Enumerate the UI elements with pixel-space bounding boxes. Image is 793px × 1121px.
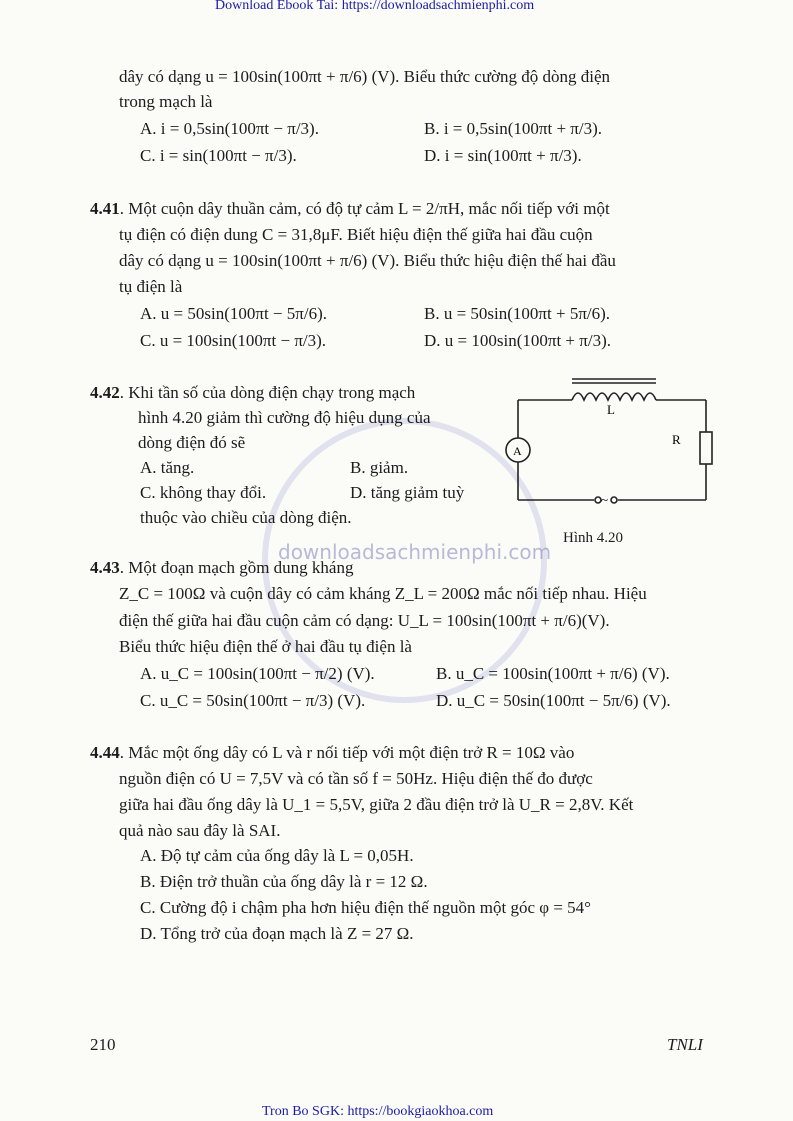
q443-option-c: C. u_C = 50sin(100πt − π/3) (V). [140,691,366,710]
page-number: 210 [90,1035,116,1054]
q441-line1 [90,196,610,222]
q442-text1: . Khi tần số của dòng điện chạy trong mạch [119,383,416,402]
label-R: R [672,432,681,447]
q443-option-b: B. u_C = 100sin(100πt + π/6) (V). [436,664,670,683]
q441-option-d: D. u = 100sin(100πt + π/3). [424,331,611,350]
q441-line2: tụ điện có điện dung C = 31,8μF. Biết hiệu điện thế giữa hai đầu cuộn [119,225,593,244]
q444-line3: giữa hai đầu ống dây là U_1 = 5,5V, giữa 2 đầu điện trở là U_R = 2,8V. Kết [119,795,634,814]
circuit-diagram [500,370,730,515]
watermark-text: downloadsachmienphi.com [278,540,552,564]
label-A: A [513,444,522,458]
label-L: L [607,402,615,417]
q444-number: 4.44 [90,743,120,762]
q443-text1: . Một đoạn mạch gồm dung kháng [119,558,354,577]
q440-line1: dây có dạng u = 100sin(100πt + π/6) (V). Biểu thức cường độ dòng điện [119,67,611,86]
q443-line4: Biểu thức hiệu điện thế ở hai đầu tụ điện là [119,637,412,656]
q440-option-b: B. i = 0,5sin(100πt + π/3). [424,119,603,138]
q442-option-a: A. tăng. [140,458,195,477]
q443-line1 [90,555,353,581]
q440-option-c: C. i = sin(100πt − π/3). [140,146,297,165]
q440-option-a: A. i = 0,5sin(100πt − π/3). [140,119,319,138]
q441-text1: . Một cuộn dây thuần cảm, có độ tự cảm L = 2/πH, mắc nối tiếp với một [119,199,610,218]
q441-option-c: C. u = 100sin(100πt − π/3). [140,331,327,350]
q442-option-d-cont: thuộc vào chiều của dòng điện. [140,508,352,527]
q444-line2: nguồn điện có U = 7,5V và có tần số f = 50Hz. Hiệu điện thế đo được [119,769,593,788]
figure-caption: Hình 4.20 [563,530,623,546]
q443-option-a: A. u_C = 100sin(100πt − π/2) (V). [140,664,375,683]
q440-line2: trong mạch là [119,92,213,111]
footer-link[interactable]: Tron Bo SGK: https://bookgiaokhoa.com [262,1104,494,1119]
header-link[interactable]: Download Ebook Tai: https://downloadsachmienphi.com [215,0,535,13]
q444-option-b: B. Điện trở thuần của ống dây là r = 12 Ω. [140,872,428,891]
q442-line3: dòng điện đó sẽ [138,433,246,452]
page-code: TNLI [667,1035,703,1054]
label-source: ~ [601,492,609,507]
resistor [700,432,712,464]
q441-option-a: A. u = 50sin(100πt − 5π/6). [140,304,327,323]
q440-option-d: D. i = sin(100πt + π/3). [424,146,582,165]
q443-number: 4.43 [90,558,120,577]
q442-option-d: D. tăng giảm tuỳ [350,483,465,502]
q441-line4: tụ điện là [119,277,183,296]
q444-line4: quả nào sau đây là SAI. [119,821,281,840]
q442-option-c: C. không thay đổi. [140,483,267,502]
q443-option-d: D. u_C = 50sin(100πt − 5π/6) (V). [436,691,671,710]
q441-line3: dây có dạng u = 100sin(100πt + π/6) (V). Biểu thức hiệu điện thế hai đầu [119,251,616,270]
inductor-coil [572,393,656,400]
q444-option-a: A. Độ tự cảm của ống dây là L = 0,05H. [140,846,414,865]
q444-option-c: C. Cường độ i chậm pha hơn hiệu điện thế nguồn một góc φ = 54° [140,898,591,917]
q444-text1: . Mắc một ống dây có L và r nối tiếp với một điện trở R = 10Ω vào [119,743,575,762]
q442-number: 4.42 [90,383,120,402]
q443-line3: điện thế giữa hai đầu cuộn cảm có dạng: U_L = 100sin(100πt + π/6)(V). [119,611,610,630]
q443-line2: Z_C = 100Ω và cuộn dây có cảm kháng Z_L = 200Ω mắc nối tiếp nhau. Hiệu [119,584,647,603]
q444-option-d: D. Tổng trở của đoạn mạch là Z = 27 Ω. [140,924,414,943]
q442-line2: hình 4.20 giảm thì cường độ hiệu dụng của [138,408,431,427]
q441-number: 4.41 [90,199,120,218]
q442-option-b: B. giảm. [350,458,409,477]
q444-line1 [90,740,574,766]
q442-line1 [90,380,415,406]
q441-option-b: B. u = 50sin(100πt + 5π/6). [424,304,611,323]
